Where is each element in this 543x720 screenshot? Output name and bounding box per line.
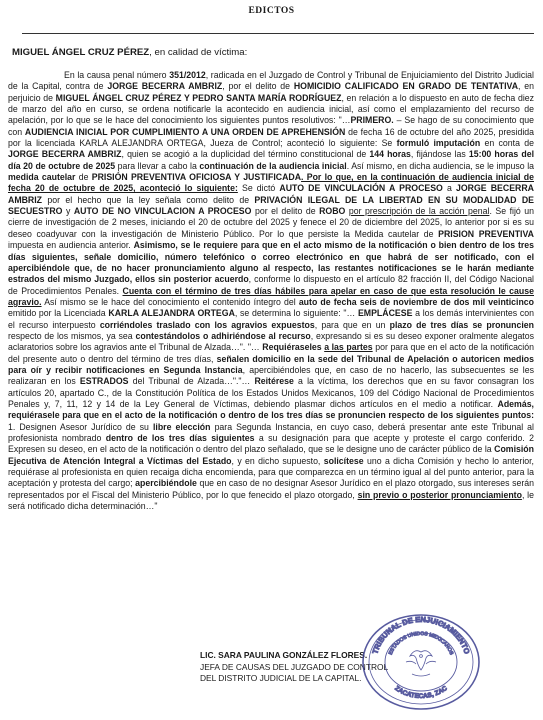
body-segment: contestándolos o adhiriéndose al recurso bbox=[135, 330, 311, 341]
body-segment: Cuenta con el término de tres días hábiles para apelar en caso de que esta resolución le cause agravio. bbox=[8, 285, 534, 307]
body-segment: Comisión Ejecutiva de Atención Integral a Víctimas del Estado bbox=[8, 444, 534, 466]
body-segment: uno a dicha Comisión y hecho lo anterior, requiérase al profesionista en quien recaiga dicha encomienda, para que comparezca en un término igual al del punto anterior, para la aceptación y protesta del cargo; bbox=[8, 455, 534, 489]
body-segment: emitido por la Licenciada bbox=[8, 308, 109, 319]
body-segment: PRISION PREVENTIVA bbox=[438, 228, 534, 239]
body-segment: para Segunda Instancia, en cuyo caso, deberá presentar ante este Tribunal al profesionista nombrado bbox=[8, 421, 534, 443]
body-segment: continuación de la audiencia inicial bbox=[199, 160, 347, 171]
body-segment: y bbox=[62, 206, 74, 217]
body-segment: para llevar a cabo la bbox=[115, 160, 200, 171]
header-divider bbox=[22, 33, 534, 34]
body-segment: JORGE BECERRA AMBRIZ bbox=[8, 183, 535, 205]
body-segment: que en caso de no designar Asesor Jurídico en el plazo otorgado, sus intereses serán representados por el Fiscal del Ministerio Público, por lo que fenecido el plazo otorgado, bbox=[8, 478, 534, 500]
body-segment: , por el delito de bbox=[222, 81, 294, 92]
body-segment: , fijándose las bbox=[410, 149, 469, 160]
body-segment: , en perjuicio de bbox=[8, 81, 534, 103]
body-segment: , para que en un bbox=[314, 319, 390, 330]
body-segment: a la víctima, los derechos que en su favor consagran los artículos 20, apartado C., de la Constitución Política de los Estados Unidos Mexicanos, 109 del Código Nacional de Procedimientos Penales y, 7, 11, 12 y 14 de la Ley General de Víctimas, debiendo plasmar dichos artículos en el medio a notificar. bbox=[8, 376, 534, 409]
body-segment: Requiéraseles bbox=[262, 342, 322, 353]
addressee-name: MIGUEL ÁNGEL CRUZ PÉREZ bbox=[12, 47, 150, 58]
body-segment: del Tribunal de Alzada…"."… bbox=[128, 376, 255, 387]
body-segment: auto de fecha seis de noviembre de dos mil veinticinco bbox=[298, 296, 534, 307]
signer-title-line-2: DEL DISTRITO JUDICIAL DE LA CAPITAL. bbox=[200, 673, 362, 683]
seal-eagle-emblem bbox=[406, 651, 436, 676]
body-segment: PRIMERO. bbox=[350, 115, 394, 126]
body-segment: señalen domicilio en la sede del Tribunal de Apelación o autoricen medios para oír y recibir notificaciones en Segunda Instancia bbox=[8, 353, 535, 375]
body-segment: MIGUEL ÁNGEL CRUZ PÉREZ Y PEDRO SANTA MARÍA RODRÍGUEZ bbox=[55, 92, 342, 103]
body-segment: plazo de tres días se pronuncien bbox=[389, 319, 534, 330]
body-segment: KARLA ALEJANDRA ORTEGA bbox=[108, 308, 235, 319]
body-segment: medida cautelar bbox=[8, 172, 76, 183]
body-segment: , apercibiéndoles que, en caso de no hacerlo, las subsecuentes se les realizaran en los bbox=[8, 364, 534, 387]
body-segment: , quien se acogió a la duplicidad del término constitucional de bbox=[121, 149, 370, 160]
body-segment: a su designación para que acepte y proteste el cargo conferido. 2 Expresen su deseo, en el acto de la notificación o dentro del plazo señalado, que se le designe uno de carácter público de la bbox=[8, 433, 535, 455]
body-segment: En la causa penal número bbox=[64, 70, 170, 80]
seal-bottom-text: ZACATECAS, ZAC bbox=[393, 684, 449, 701]
body-segment: dentro de los tres días siguientes bbox=[105, 433, 255, 443]
body-segment: , y en dicho supuesto, bbox=[231, 455, 324, 466]
addressee-line bbox=[12, 47, 532, 59]
body-segment: , se determina lo siguiente: "… bbox=[234, 308, 358, 319]
body-segment: ROBO bbox=[319, 206, 346, 217]
body-segment: AUTO DE NO VINCULACION A PROCESO bbox=[73, 206, 252, 217]
body-segment: , radicada en el Juzgado de Control y Tribunal de Enjuiciamiento del Distrito Judicial de la Capital, contra de bbox=[8, 70, 534, 92]
body-segment: a las partes bbox=[324, 342, 373, 353]
court-seal bbox=[360, 612, 482, 712]
body-segment: por prescripción de la acción penal bbox=[348, 206, 490, 217]
body-segment: Además, requiérasele para que en el acto de la notificación o dentro de los tres días se pronuncien respecto de los siguientes puntos: bbox=[8, 398, 534, 421]
body-segment: AUTO DE VINCULACIÓN A PROCESO bbox=[279, 183, 443, 194]
body-segment: JORGE BECERRA AMBRIZ bbox=[107, 81, 223, 92]
body-segment: 351/2012 bbox=[169, 70, 206, 80]
body-segment: JORGE BECERRA AMBRIZ bbox=[8, 149, 122, 160]
body-segment: de bbox=[75, 172, 92, 183]
body-segment: impuesta en audiencia anterior. bbox=[8, 240, 134, 251]
addressee-suffix: , en calidad de víctima: bbox=[149, 47, 248, 58]
seal-outer-text: TRIBUNAL DE ENJUICIAMIENTO bbox=[370, 614, 472, 655]
body-segment: por para que en el acto de la notificación del presente auto o dentro del término de tres días, bbox=[8, 342, 534, 364]
body-segment: a bbox=[442, 183, 456, 194]
body-segment: . Así mismo, en dicha audiencia, se le impuso la bbox=[346, 160, 535, 171]
body-segment: ESTRADOS bbox=[79, 376, 129, 387]
body-segment: respecto de los mismos, ya sea bbox=[8, 330, 136, 341]
body-segment: solicítese bbox=[323, 455, 364, 466]
body-segment: sin previo o posterior pronunciamiento bbox=[357, 489, 522, 500]
body-segment: – Se hago de su conocimiento que con bbox=[8, 115, 534, 137]
body-segment: 15:00 horas del día 20 de octubre de 2025 bbox=[8, 149, 535, 171]
signer-title-line-1: JEFA DE CAUSAS DEL JUZGADO DE CONTROL bbox=[200, 661, 389, 672]
body-segment: , conforme lo dispuesto en el artículo 82 fracción II, del Código Nacional de Procedimientos Penales. bbox=[8, 274, 535, 296]
body-segment: , expresando si es su deseo exponer oralmente alegatos aclaratorios sobre los agravios ante el Tribunal de Alzada…". "… bbox=[8, 330, 534, 353]
body-segment: . Por lo que, en la continuación de audiencia inicial de fecha 20 de octubre de 2025, aconteció lo siguiente: bbox=[8, 172, 534, 194]
body-segment: libre elección bbox=[152, 421, 211, 432]
body-segment: por el delito de bbox=[251, 206, 320, 217]
body-segment: Reitérese bbox=[254, 376, 294, 387]
seal-inner-text: ESTADOS UNIDOS MEXICANOS bbox=[387, 630, 455, 656]
body-segment: corriéndoles traslado con los agravios expuestos bbox=[99, 319, 315, 330]
body-segment: AUDIENCIA INICIAL POR CUMPLIMIENTO A UNA ORDEN DE APREHENSIÓN bbox=[24, 126, 346, 137]
body-segment: por el hecho que la ley señala como delito de bbox=[42, 194, 255, 205]
body-segment: 144 horas bbox=[369, 149, 411, 160]
body-segment: . Se fijó un cierre de investigación de 2 meses, iniciando el 20 de octubre del 2025 y fenece el 20 de diciembre del 2025, lo anterior por si es su deseo coadyuvar con la investigación de Ministerio Público. Por lo que persiste la Medida cautelar de bbox=[8, 206, 534, 239]
edict-body bbox=[8, 70, 534, 512]
body-segment: en conta de bbox=[480, 138, 535, 149]
body-segment: de fecha 16 de octubre del año 2025, presidida por la licenciada KARLA ALEJANDRA ORTEGA, Jueza de Control; aconteció lo siguiente: Se bbox=[8, 126, 534, 149]
body-segment: apercibiéndole bbox=[135, 478, 197, 489]
body-segment: , en relación a lo dispuesto en auto de fecha diez de marzo del año en curso, se ordena notificarle la acontecido en audiencia inicial, así como el emplazamiento del recurso de apelación, por lo que se le hace del conocimiento los siguientes puntos resolutivos: "… bbox=[8, 92, 534, 126]
body-segment: PRIVACIÓN ILEGAL DE LA LIBERTAD EN SU MODALIDAD DE SECUESTRO bbox=[8, 194, 534, 217]
body-segment: , le será notificado dicha determinación…" bbox=[8, 489, 534, 512]
body-segment: HOMICIDIO CALIFICADO EN GRADO DE TENTATIVA bbox=[293, 81, 519, 92]
body-segment: Se dictó bbox=[237, 183, 280, 194]
body-segment: EMPLÁCESE bbox=[357, 308, 413, 319]
page-header: EDICTOS bbox=[248, 6, 295, 16]
signer-name: LIC. SARA PAULINA GONZÁLEZ FLORES. bbox=[200, 650, 368, 660]
body-segment: formuló imputación bbox=[396, 138, 481, 149]
body-segment: a los demás intervinientes con el recurso interpuesto bbox=[8, 308, 535, 330]
body-segment: PRISIÓN PREVENTIVA OFICIOSA Y JUSTIFICADA bbox=[91, 172, 302, 183]
body-segment: Así mismo se le hace del conocimiento el contenido íntegro del bbox=[41, 296, 299, 307]
body-segment: Asimismo, se le requiere para que en el acto mismo de la notificación o bien dentro de los tres días siguientes, señale domicilio, número telefónico o correo electrónico en que habrá de ser notificado, con el apercibiéndole que, de no hacer pronunciamiento alguno al respecto, las restantes notificaciones se le harán mediante estrados del mismo Juzgado, ellos sin posterior acuerdo bbox=[8, 240, 535, 285]
body-segment: 1. Designen Asesor Jurídico de su bbox=[8, 421, 153, 432]
